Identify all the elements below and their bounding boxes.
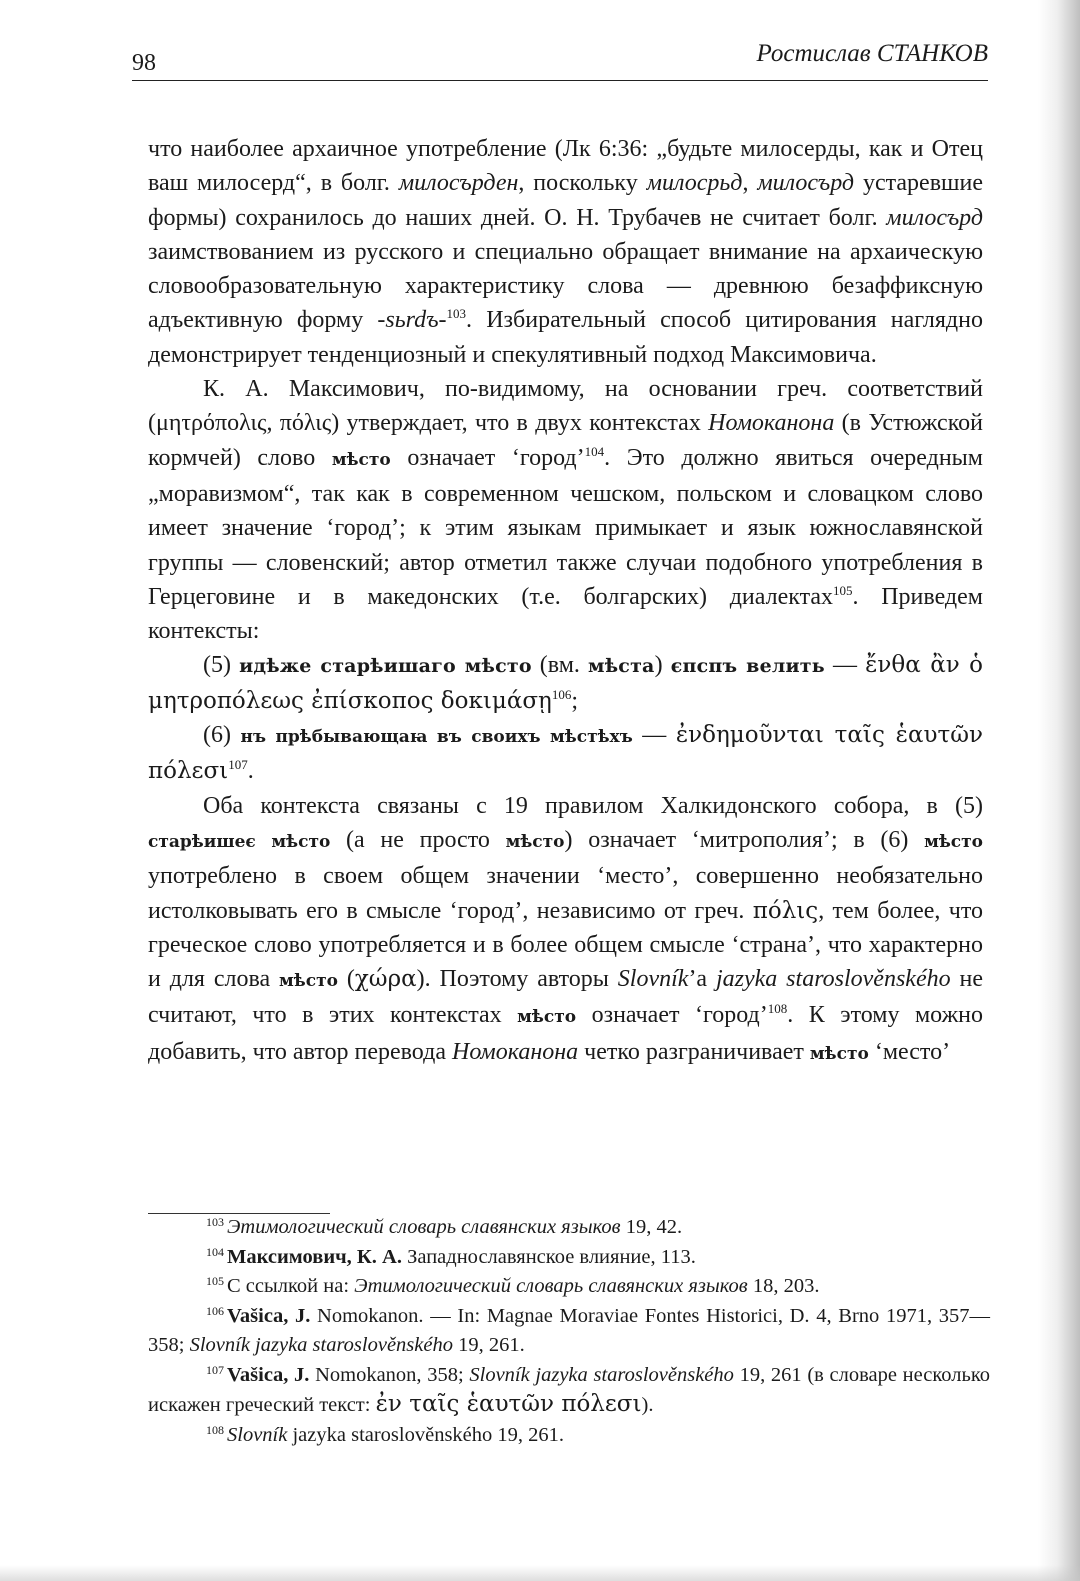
footnote-104 (148, 1243, 990, 1273)
page-header (132, 38, 988, 82)
italic-title: Slovník jazyka staroslověnského (469, 1363, 734, 1386)
text-run: Nomokanon. — In: Magnae Moraviae Fontes Historici, D. 4, Brno 1971, 357—358; (148, 1304, 990, 1356)
text-run: . Избирательный способ цитирования наглядно демонстрирует тенденциозный и спекулятивный подход Максимовича. (148, 307, 983, 368)
church-slavonic-word: мѣсто (809, 1043, 869, 1064)
text-run: означает ‘город’ (390, 444, 585, 471)
text-run: ‘место’ (868, 1038, 951, 1065)
footnote-ref: 106 (551, 686, 572, 702)
italic-title: Slovník (227, 1423, 288, 1446)
footnote-number: 106 (206, 1303, 224, 1318)
footnote-number: 103 (206, 1215, 224, 1229)
text-run: Nomokanon, 358; (309, 1363, 470, 1386)
text-run: употреблено в своем общем значении ‘место’, совершенно необязательно истолковывать его в смысле ‘город’, независимо от греч. (148, 863, 983, 924)
italic-word: милосърд (757, 170, 855, 197)
text-run: означает ‘город’ (576, 1002, 768, 1029)
text-run: Западнославянское влияние, 113. (401, 1245, 696, 1268)
text-run: . Приведем контексты: (148, 583, 983, 645)
page-number: 98 (132, 50, 156, 76)
text-run: ). Поэтому авторы (416, 966, 618, 993)
example-5 (148, 648, 983, 718)
church-slavonic-word: мѣсто (517, 1007, 577, 1028)
italic-word: Номоканона (451, 1038, 579, 1065)
church-slavonic-word: мѣста (588, 655, 655, 678)
italic-title: Этимологический словарь славянских языков (227, 1216, 621, 1238)
italic-word: милосърден (398, 170, 519, 197)
italic-word: милосрьд (646, 170, 743, 197)
footnote-ref: 104 (584, 443, 605, 459)
author-name: Vašica, J. (227, 1304, 311, 1327)
text-run: — (632, 722, 676, 749)
text-run: 19, 261 (в словаре несколько искажен греческий текст: (148, 1363, 990, 1416)
example-6 (148, 718, 983, 789)
text-run: ) (654, 652, 671, 679)
footnote-ref: 103 (446, 306, 467, 322)
text-run: что наиболее архаичное употребление (Лк 6:36: „будьте милосерды, как и Отец ваш милосерд“, в болг. (148, 136, 983, 197)
example-label: (6) (203, 722, 241, 749)
text-run: С ссылкой на: (227, 1275, 355, 1297)
church-slavonic-word: мѣсто (505, 831, 565, 852)
text-run: . (247, 758, 254, 785)
italic-word: Номоканона (708, 410, 835, 437)
text-run: . К этому можно добавить, что автор перевода (148, 1002, 983, 1065)
footnote-number: 107 (206, 1362, 224, 1377)
footnote-107 (148, 1361, 990, 1421)
text-run: ) означает ‘митрополия’; в (6) (564, 826, 925, 853)
text-run: . Это должно явиться очередным „моравизмом“, так как в современном чешском, польском и словацком слово имеет значение ‘город’; к этим языкам примыкает и язык южнославянской группы — словенский; автор отметил также случаи подобного употребления в Герцеговине и в македонских (т.е. болгарских) диалектах (148, 444, 983, 610)
footnote-106 (148, 1302, 990, 1361)
paragraph-3 (148, 789, 983, 1071)
text-run: — (824, 652, 866, 679)
church-slavonic-word: мѣсто (924, 831, 984, 852)
running-head: Ростислав СТАНКОВ (756, 40, 988, 67)
footnote-103 (148, 1213, 990, 1243)
page-edge-shadow (1038, 0, 1080, 1581)
text-run: , поскольку (518, 170, 647, 197)
text-run: jazyka staroslověnského 19, 261. (287, 1423, 565, 1446)
header-rule (132, 80, 988, 81)
page-bottom-shadow (0, 1565, 1080, 1581)
italic-title: Slovník jazyka staroslověnského (189, 1334, 453, 1356)
italic-word: jazyka staroslověnského (715, 966, 951, 993)
church-slavonic-phrase: идѣже старѣишаго мѣсто (239, 655, 532, 678)
text-run: ( (337, 966, 355, 993)
text-run: К. А. Максимович, по-видимому, на основании греч. соответствий (μητρόπολις, πόλις) утверждает, что в двух контекстах (148, 376, 983, 437)
italic-title: Этимологический словарь славянских языков (354, 1275, 748, 1297)
paragraph-2 (148, 372, 983, 648)
text-run: (в Устюжской кормчей) слово (148, 410, 983, 471)
footnotes (148, 1213, 990, 1450)
text-run: ’а (688, 966, 716, 993)
footnote-number: 108 (206, 1422, 224, 1437)
text-run: (вм. (531, 652, 589, 679)
paragraph-1 (148, 132, 983, 372)
text-run: (а не просто (330, 826, 506, 853)
greek-phrase: ἔνθα ἂν ὁ μητροπόλεως ἐπίσκοπος δοκιμάσῃ (148, 652, 984, 714)
text-run: Оба контекста связаны с 19 правилом Халкидонского собора, в (5) (203, 792, 983, 819)
greek-word: πόλις (752, 897, 819, 924)
text-run: ). (641, 1394, 654, 1416)
footnote-108 (148, 1421, 990, 1451)
text-run: , тем более, что греческое слово употребляется и в более общем смысле ‘страна’, что характерно и для слова (148, 897, 984, 993)
text-run: , (742, 170, 758, 197)
church-slavonic-word: мѣсто (279, 971, 338, 992)
text-run: 18, 203. (747, 1275, 820, 1297)
text-run: 19, 261. (452, 1334, 525, 1356)
main-text (148, 132, 983, 1071)
greek-phrase: ἐνδημοῦνται ταῖς ἑαυτῶν πόλεσι (148, 722, 983, 785)
footnote-number: 105 (206, 1274, 224, 1288)
italic-word: милосърд (886, 204, 983, 231)
text-run: 19, 42. (620, 1216, 683, 1238)
church-slavonic-phrase: єпспъ велить (670, 655, 825, 678)
author-name: Vašica, J. (227, 1363, 310, 1386)
greek-word: χώρα (354, 966, 417, 993)
author-name: Максимович, К. А. (227, 1245, 402, 1268)
footnote-105 (148, 1272, 990, 1302)
example-label: (5) (203, 652, 240, 679)
text-run: ; (571, 687, 578, 714)
text-run: четко разграничивает (578, 1038, 810, 1065)
text-run: устаревшие формы) сохранилось до наших дней. О. Н. Трубачев не считает болг. (148, 170, 984, 231)
footnote-ref: 105 (833, 582, 853, 598)
footnote-number: 104 (206, 1244, 224, 1259)
italic-word: Slovník (617, 966, 689, 993)
greek-phrase: ἐν ταῖς ἑαυτῶν πόλεσι (375, 1391, 642, 1417)
church-slavonic-phrase: нъ прѣбывающаꙗ въ своихъ мѣстѣхъ (240, 727, 633, 748)
footnote-ref: 108 (767, 1001, 788, 1017)
text-run: заимствованием из русского и специально обращает внимание на архаическую словообразовательную характеристику слова — древнюю безаффиксную адъективную форму (148, 238, 983, 334)
text-run: не считают, что в этих контекстах (148, 966, 983, 1029)
church-slavonic-word: мѣсто (331, 449, 391, 470)
footnote-ref: 107 (228, 757, 248, 773)
church-slavonic-phrase: старѣишеє мѣсто (148, 831, 331, 852)
italic-word: -sьrdъ- (377, 307, 447, 334)
